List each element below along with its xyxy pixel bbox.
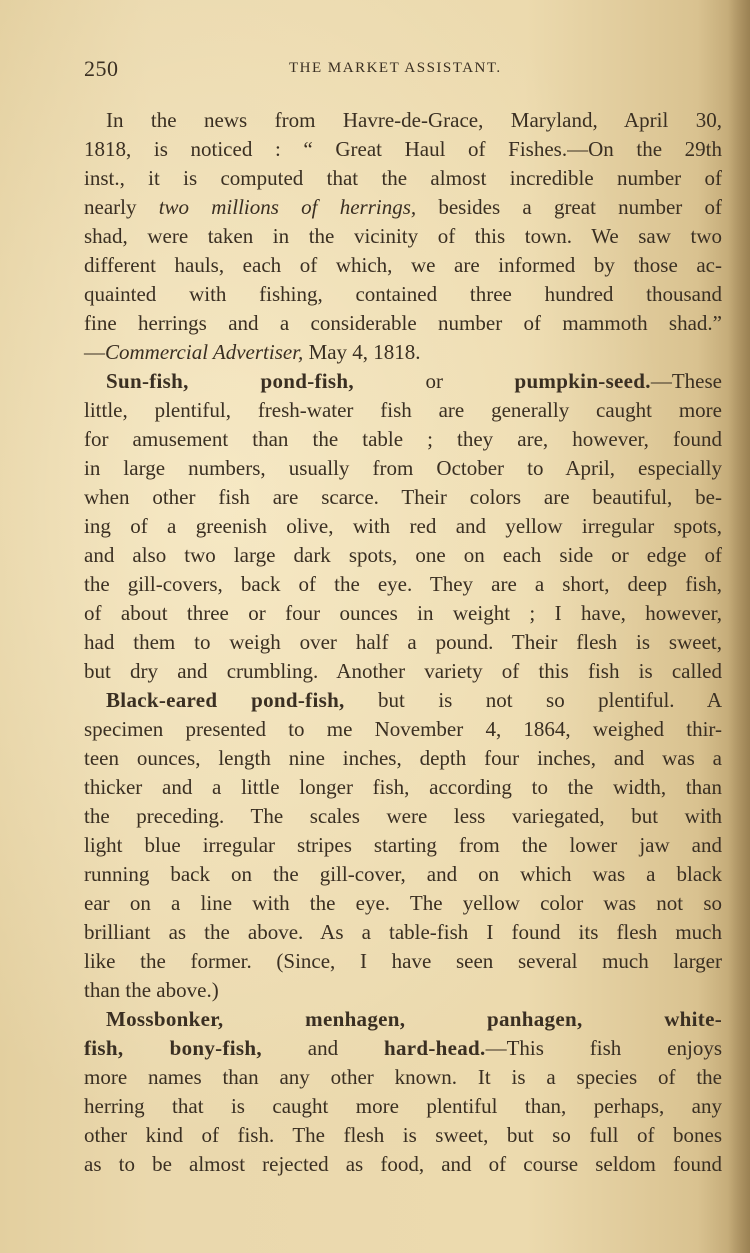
text-line — [84, 1034, 722, 1063]
text-line — [84, 1063, 722, 1092]
text-run: — — [84, 340, 105, 364]
text-run: specimen presented to me November 4, 1864, weighed thir- — [84, 717, 722, 741]
text-line — [84, 338, 722, 367]
text-run: In the news from Havre-de-Grace, Maryland, April 30, — [106, 108, 722, 132]
text-run: for amusement than the table ; they are, however, found — [84, 427, 722, 451]
text-line — [84, 976, 722, 1005]
italic-text: Commercial Advertiser, — [105, 340, 304, 364]
text-run: in large numbers, usually from October to April, especially — [84, 456, 722, 480]
text-line — [84, 106, 722, 135]
text-run: ear on a line with the eye. The yellow color was not so — [84, 891, 722, 915]
fish-name-heading: Black-eared pond-fish, — [106, 688, 345, 712]
text-line — [84, 773, 722, 802]
text-line — [84, 744, 722, 773]
text-line — [84, 309, 722, 338]
text-line — [84, 1092, 722, 1121]
text-line — [84, 367, 722, 396]
text-run: teen ounces, length nine inches, depth four inches, and was a — [84, 746, 722, 770]
text-line — [84, 686, 722, 715]
text-run: light blue irregular stripes starting from the lower jaw and — [84, 833, 722, 857]
text-run: fine herrings and a considerable number of mammoth shad.” — [84, 311, 722, 335]
text-line — [84, 541, 722, 570]
text-line — [84, 570, 722, 599]
text-run: but is not so plentiful. A — [344, 688, 722, 712]
text-run: thicker and a little longer fish, according to the width, than — [84, 775, 722, 799]
text-line — [84, 918, 722, 947]
text-run: quainted with fishing, contained three hundred thousand — [84, 282, 722, 306]
text-run: running back on the gill-cover, and on which was a black — [84, 862, 722, 886]
text-line — [84, 947, 722, 976]
italic-text: two millions of herrings, — [158, 195, 417, 219]
text-line — [84, 1121, 722, 1150]
page-number: 250 — [84, 56, 119, 81]
text-line — [84, 802, 722, 831]
text-line — [84, 715, 722, 744]
text-line — [84, 280, 722, 309]
text-line — [84, 396, 722, 425]
text-line — [84, 454, 722, 483]
text-line — [84, 657, 722, 686]
fish-name-heading: fish, bony-fish, — [84, 1036, 262, 1060]
text-line — [84, 193, 722, 222]
text-run: ing of a greenish olive, with red and yellow irregular spots, — [84, 514, 722, 538]
text-line — [84, 425, 722, 454]
text-run: little, plentiful, fresh-water fish are generally caught more — [84, 398, 722, 422]
text-run: nearly — [84, 195, 159, 219]
running-head-title: THE MARKET ASSISTANT. — [289, 60, 502, 76]
text-run: —These — [650, 369, 722, 393]
text-run: shad, were taken in the vicinity of this town. We saw two — [84, 224, 722, 248]
text-run: 1818, is noticed : “ Great Haul of Fishes.—On the 29th — [84, 137, 722, 161]
text-run: besides a great number of — [416, 195, 722, 219]
text-line — [84, 889, 722, 918]
text-run: had them to weigh over half a pound. Their flesh is sweet, — [84, 630, 722, 654]
text-line — [84, 628, 722, 657]
fish-name-heading: Mossbonker, menhagen, panhagen, white- — [106, 1007, 722, 1031]
text-line — [84, 599, 722, 628]
text-line — [84, 512, 722, 541]
text-run: May 4, 1818. — [303, 340, 421, 364]
text-run: more names than any other known. It is a species of the — [84, 1065, 722, 1089]
text-run: of about three or four ounces in weight ; I have, however, — [84, 601, 722, 625]
text-run: the preceding. The scales were less variegated, but with — [84, 804, 722, 828]
text-line — [84, 860, 722, 889]
text-run: and also two large dark spots, one on each side or edge of — [84, 543, 722, 567]
text-run: —This fish enjoys — [485, 1036, 722, 1060]
text-run: than the above.) — [84, 978, 219, 1002]
text-line — [84, 483, 722, 512]
text-run: as to be almost rejected as food, and of course seldom found — [84, 1152, 722, 1176]
text-line — [84, 1150, 722, 1179]
text-run: the gill-covers, back of the eye. They are a short, deep fish, — [84, 572, 722, 596]
text-run: but dry and crumbling. Another variety of this fish is called — [84, 659, 722, 683]
text-line — [84, 164, 722, 193]
text-run: inst., it is computed that the almost incredible number of — [84, 166, 722, 190]
running-head — [84, 56, 530, 80]
text-line — [84, 251, 722, 280]
text-run: and — [261, 1036, 384, 1060]
text-run: other kind of fish. The flesh is sweet, but so full of bones — [84, 1123, 722, 1147]
body-text — [84, 106, 722, 1179]
text-run: brilliant as the above. As a table-fish I found its flesh much — [84, 920, 722, 944]
text-run: different hauls, each of which, we are informed by those ac- — [84, 253, 722, 277]
fish-name-heading: Sun-fish, pond-fish, — [106, 369, 354, 393]
text-line — [84, 222, 722, 251]
text-line — [84, 1005, 722, 1034]
text-run: when other fish are scarce. Their colors are beautiful, be- — [84, 485, 722, 509]
text-run: or — [353, 369, 515, 393]
text-run: like the former. (Since, I have seen several much larger — [84, 949, 722, 973]
text-run: herring that is caught more plentiful than, perhaps, any — [84, 1094, 722, 1118]
text-line — [84, 135, 722, 164]
text-line — [84, 831, 722, 860]
fish-name-heading: pumpkin-seed. — [514, 369, 651, 393]
fish-name-heading: hard-head. — [383, 1036, 486, 1060]
page-edge-shadow — [728, 0, 750, 1253]
